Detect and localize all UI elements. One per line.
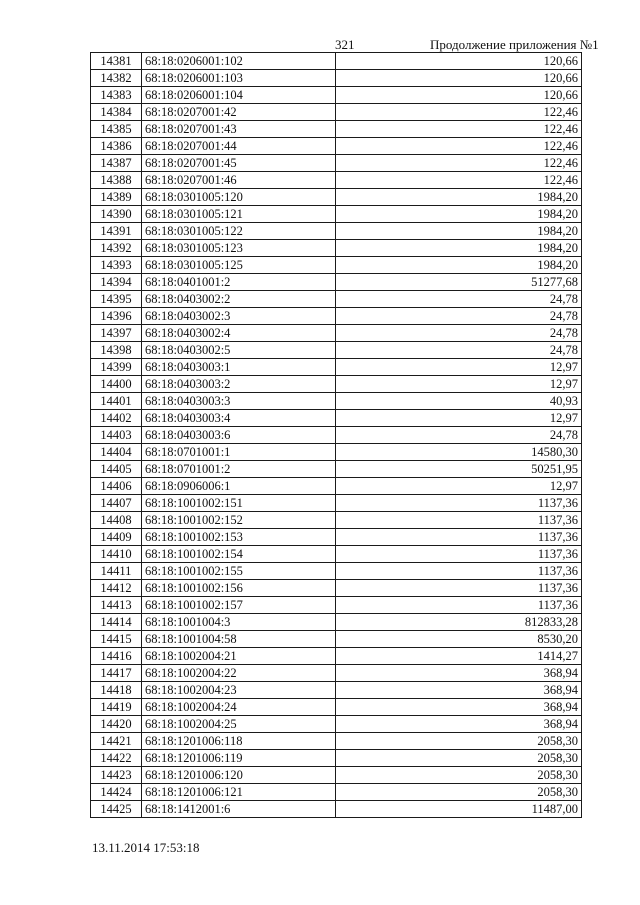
row-value: 24,78 [336, 291, 582, 308]
row-value: 1137,36 [336, 529, 582, 546]
cadastral-number: 68:18:1201006:120 [142, 767, 336, 784]
row-value: 2058,30 [336, 784, 582, 801]
table-row [91, 597, 582, 614]
cadastral-number: 68:18:1001002:152 [142, 512, 336, 529]
cadastral-number: 68:18:0301005:125 [142, 257, 336, 274]
row-value: 2058,30 [336, 750, 582, 767]
row-number: 14424 [91, 784, 142, 801]
table-row [91, 359, 582, 376]
table-row [91, 206, 582, 223]
cadastral-number: 68:18:1002004:24 [142, 699, 336, 716]
cadastral-number: 68:18:0206001:104 [142, 87, 336, 104]
row-value: 12,97 [336, 359, 582, 376]
row-value: 14580,30 [336, 444, 582, 461]
row-value: 40,93 [336, 393, 582, 410]
table-row [91, 682, 582, 699]
row-value: 812833,28 [336, 614, 582, 631]
table-row [91, 104, 582, 121]
row-value: 1137,36 [336, 580, 582, 597]
cadastral-number: 68:18:1201006:119 [142, 750, 336, 767]
row-number: 14406 [91, 478, 142, 495]
row-value: 368,94 [336, 665, 582, 682]
row-value: 1984,20 [336, 189, 582, 206]
row-number: 14392 [91, 240, 142, 257]
row-number: 14415 [91, 631, 142, 648]
row-value: 122,46 [336, 138, 582, 155]
cadastral-number: 68:18:1001004:58 [142, 631, 336, 648]
row-number: 14393 [91, 257, 142, 274]
row-number: 14398 [91, 342, 142, 359]
row-value: 24,78 [336, 342, 582, 359]
table-row [91, 376, 582, 393]
cadastral-number: 68:18:0906006:1 [142, 478, 336, 495]
table-row [91, 257, 582, 274]
footer-timestamp: 13.11.2014 17:53:18 [92, 840, 200, 855]
table-row [91, 155, 582, 172]
row-value: 122,46 [336, 121, 582, 138]
row-value: 1137,36 [336, 563, 582, 580]
table-row [91, 750, 582, 767]
table-row [91, 393, 582, 410]
row-value: 11487,00 [336, 801, 582, 818]
table-row [91, 444, 582, 461]
cadastral-number: 68:18:1201006:118 [142, 733, 336, 750]
row-value: 368,94 [336, 699, 582, 716]
cadastral-number: 68:18:1001004:3 [142, 614, 336, 631]
row-value: 1137,36 [336, 495, 582, 512]
cadastral-number: 68:18:0403002:4 [142, 325, 336, 342]
cadastral-number: 68:18:0403003:4 [142, 410, 336, 427]
cadastral-number: 68:18:0301005:121 [142, 206, 336, 223]
cadastral-number: 68:18:0207001:45 [142, 155, 336, 172]
row-number: 14387 [91, 155, 142, 172]
row-value: 8530,20 [336, 631, 582, 648]
table-row [91, 308, 582, 325]
row-number: 14416 [91, 648, 142, 665]
row-value: 50251,95 [336, 461, 582, 478]
row-value: 24,78 [336, 325, 582, 342]
row-number: 14419 [91, 699, 142, 716]
table-row [91, 614, 582, 631]
row-number: 14391 [91, 223, 142, 240]
row-value: 1137,36 [336, 512, 582, 529]
cadastral-number: 68:18:0207001:46 [142, 172, 336, 189]
row-value: 120,66 [336, 53, 582, 70]
page-title: Продолжение приложения №1 [430, 37, 599, 52]
row-value: 120,66 [336, 70, 582, 87]
table-row [91, 478, 582, 495]
row-number: 14412 [91, 580, 142, 597]
table-row [91, 70, 582, 87]
row-number: 14410 [91, 546, 142, 563]
cadastral-number: 68:18:0206001:103 [142, 70, 336, 87]
table-row [91, 665, 582, 682]
table-row [91, 648, 582, 665]
table-row [91, 240, 582, 257]
row-number: 14396 [91, 308, 142, 325]
row-value: 368,94 [336, 682, 582, 699]
cadastral-number: 68:18:0207001:42 [142, 104, 336, 121]
table-row [91, 580, 582, 597]
cadastral-number: 68:18:0403002:5 [142, 342, 336, 359]
table-row [91, 801, 582, 818]
table-row [91, 274, 582, 291]
row-value: 12,97 [336, 376, 582, 393]
row-number: 14409 [91, 529, 142, 546]
row-value: 1137,36 [336, 597, 582, 614]
cadastral-number: 68:18:0401001:2 [142, 274, 336, 291]
cadastral-number: 68:18:0403002:2 [142, 291, 336, 308]
cadastral-number: 68:18:0301005:122 [142, 223, 336, 240]
cadastral-number: 68:18:0701001:2 [142, 461, 336, 478]
table-row [91, 138, 582, 155]
table-row [91, 121, 582, 138]
row-value: 2058,30 [336, 767, 582, 784]
row-number: 14382 [91, 70, 142, 87]
table-row [91, 529, 582, 546]
cadastral-number: 68:18:0403003:6 [142, 427, 336, 444]
row-number: 14413 [91, 597, 142, 614]
cadastral-number: 68:18:1201006:121 [142, 784, 336, 801]
table-body [91, 53, 582, 818]
row-number: 14423 [91, 767, 142, 784]
cadastral-number: 68:18:0403002:3 [142, 308, 336, 325]
cadastral-number: 68:18:0701001:1 [142, 444, 336, 461]
row-number: 14403 [91, 427, 142, 444]
cadastral-number: 68:18:0403003:1 [142, 359, 336, 376]
table-row [91, 172, 582, 189]
row-number: 14401 [91, 393, 142, 410]
row-number: 14383 [91, 87, 142, 104]
cadastral-number: 68:18:1002004:23 [142, 682, 336, 699]
row-value: 1984,20 [336, 206, 582, 223]
row-value: 1984,20 [336, 257, 582, 274]
table-row [91, 189, 582, 206]
row-number: 14394 [91, 274, 142, 291]
cadastral-number: 68:18:1001002:155 [142, 563, 336, 580]
row-number: 14407 [91, 495, 142, 512]
row-value: 1137,36 [336, 546, 582, 563]
row-number: 14397 [91, 325, 142, 342]
row-number: 14385 [91, 121, 142, 138]
cadastral-number: 68:18:1002004:21 [142, 648, 336, 665]
cadastral-number: 68:18:1002004:22 [142, 665, 336, 682]
row-value: 12,97 [336, 410, 582, 427]
row-number: 14402 [91, 410, 142, 427]
cadastral-number: 68:18:1001002:157 [142, 597, 336, 614]
row-value: 1414,27 [336, 648, 582, 665]
cadastral-number: 68:18:1001002:154 [142, 546, 336, 563]
row-number: 14425 [91, 801, 142, 818]
row-value: 51277,68 [336, 274, 582, 291]
row-number: 14388 [91, 172, 142, 189]
row-number: 14399 [91, 359, 142, 376]
row-number: 14422 [91, 750, 142, 767]
table-row [91, 563, 582, 580]
table-row [91, 699, 582, 716]
row-value: 24,78 [336, 427, 582, 444]
table-row [91, 53, 582, 70]
row-number: 14414 [91, 614, 142, 631]
table-row [91, 223, 582, 240]
row-value: 1984,20 [336, 240, 582, 257]
cadastral-number: 68:18:0403003:3 [142, 393, 336, 410]
row-number: 14408 [91, 512, 142, 529]
row-number: 14404 [91, 444, 142, 461]
page-number: 321 [335, 37, 355, 52]
table-row [91, 325, 582, 342]
cadastral-number: 68:18:0207001:43 [142, 121, 336, 138]
row-value: 12,97 [336, 478, 582, 495]
table-row [91, 733, 582, 750]
table-row [91, 631, 582, 648]
cadastral-number: 68:18:0403003:2 [142, 376, 336, 393]
table-row [91, 784, 582, 801]
cadastral-number: 68:18:0301005:123 [142, 240, 336, 257]
cadastral-number: 68:18:0301005:120 [142, 189, 336, 206]
table-row [91, 291, 582, 308]
row-number: 14417 [91, 665, 142, 682]
table-row [91, 427, 582, 444]
row-number: 14390 [91, 206, 142, 223]
row-number: 14386 [91, 138, 142, 155]
cadastral-number: 68:18:1001002:153 [142, 529, 336, 546]
table-row [91, 512, 582, 529]
table-row [91, 546, 582, 563]
table-row [91, 461, 582, 478]
row-value: 2058,30 [336, 733, 582, 750]
cadastral-number: 68:18:1412001:6 [142, 801, 336, 818]
row-number: 14405 [91, 461, 142, 478]
data-table [90, 52, 582, 818]
table-row [91, 767, 582, 784]
row-value: 122,46 [336, 104, 582, 121]
row-value: 120,66 [336, 87, 582, 104]
table-row [91, 495, 582, 512]
row-number: 14421 [91, 733, 142, 750]
table-row [91, 716, 582, 733]
cadastral-number: 68:18:0207001:44 [142, 138, 336, 155]
row-number: 14420 [91, 716, 142, 733]
row-number: 14418 [91, 682, 142, 699]
table-row [91, 410, 582, 427]
row-value: 1984,20 [336, 223, 582, 240]
cadastral-number: 68:18:1001002:156 [142, 580, 336, 597]
row-number: 14389 [91, 189, 142, 206]
cadastral-number: 68:18:1002004:25 [142, 716, 336, 733]
row-number: 14395 [91, 291, 142, 308]
cadastral-number: 68:18:0206001:102 [142, 53, 336, 70]
table-row [91, 342, 582, 359]
row-value: 122,46 [336, 172, 582, 189]
row-number: 14381 [91, 53, 142, 70]
row-value: 122,46 [336, 155, 582, 172]
table-row [91, 87, 582, 104]
row-value: 24,78 [336, 308, 582, 325]
row-number: 14400 [91, 376, 142, 393]
cadastral-number: 68:18:1001002:151 [142, 495, 336, 512]
row-value: 368,94 [336, 716, 582, 733]
row-number: 14384 [91, 104, 142, 121]
row-number: 14411 [91, 563, 142, 580]
